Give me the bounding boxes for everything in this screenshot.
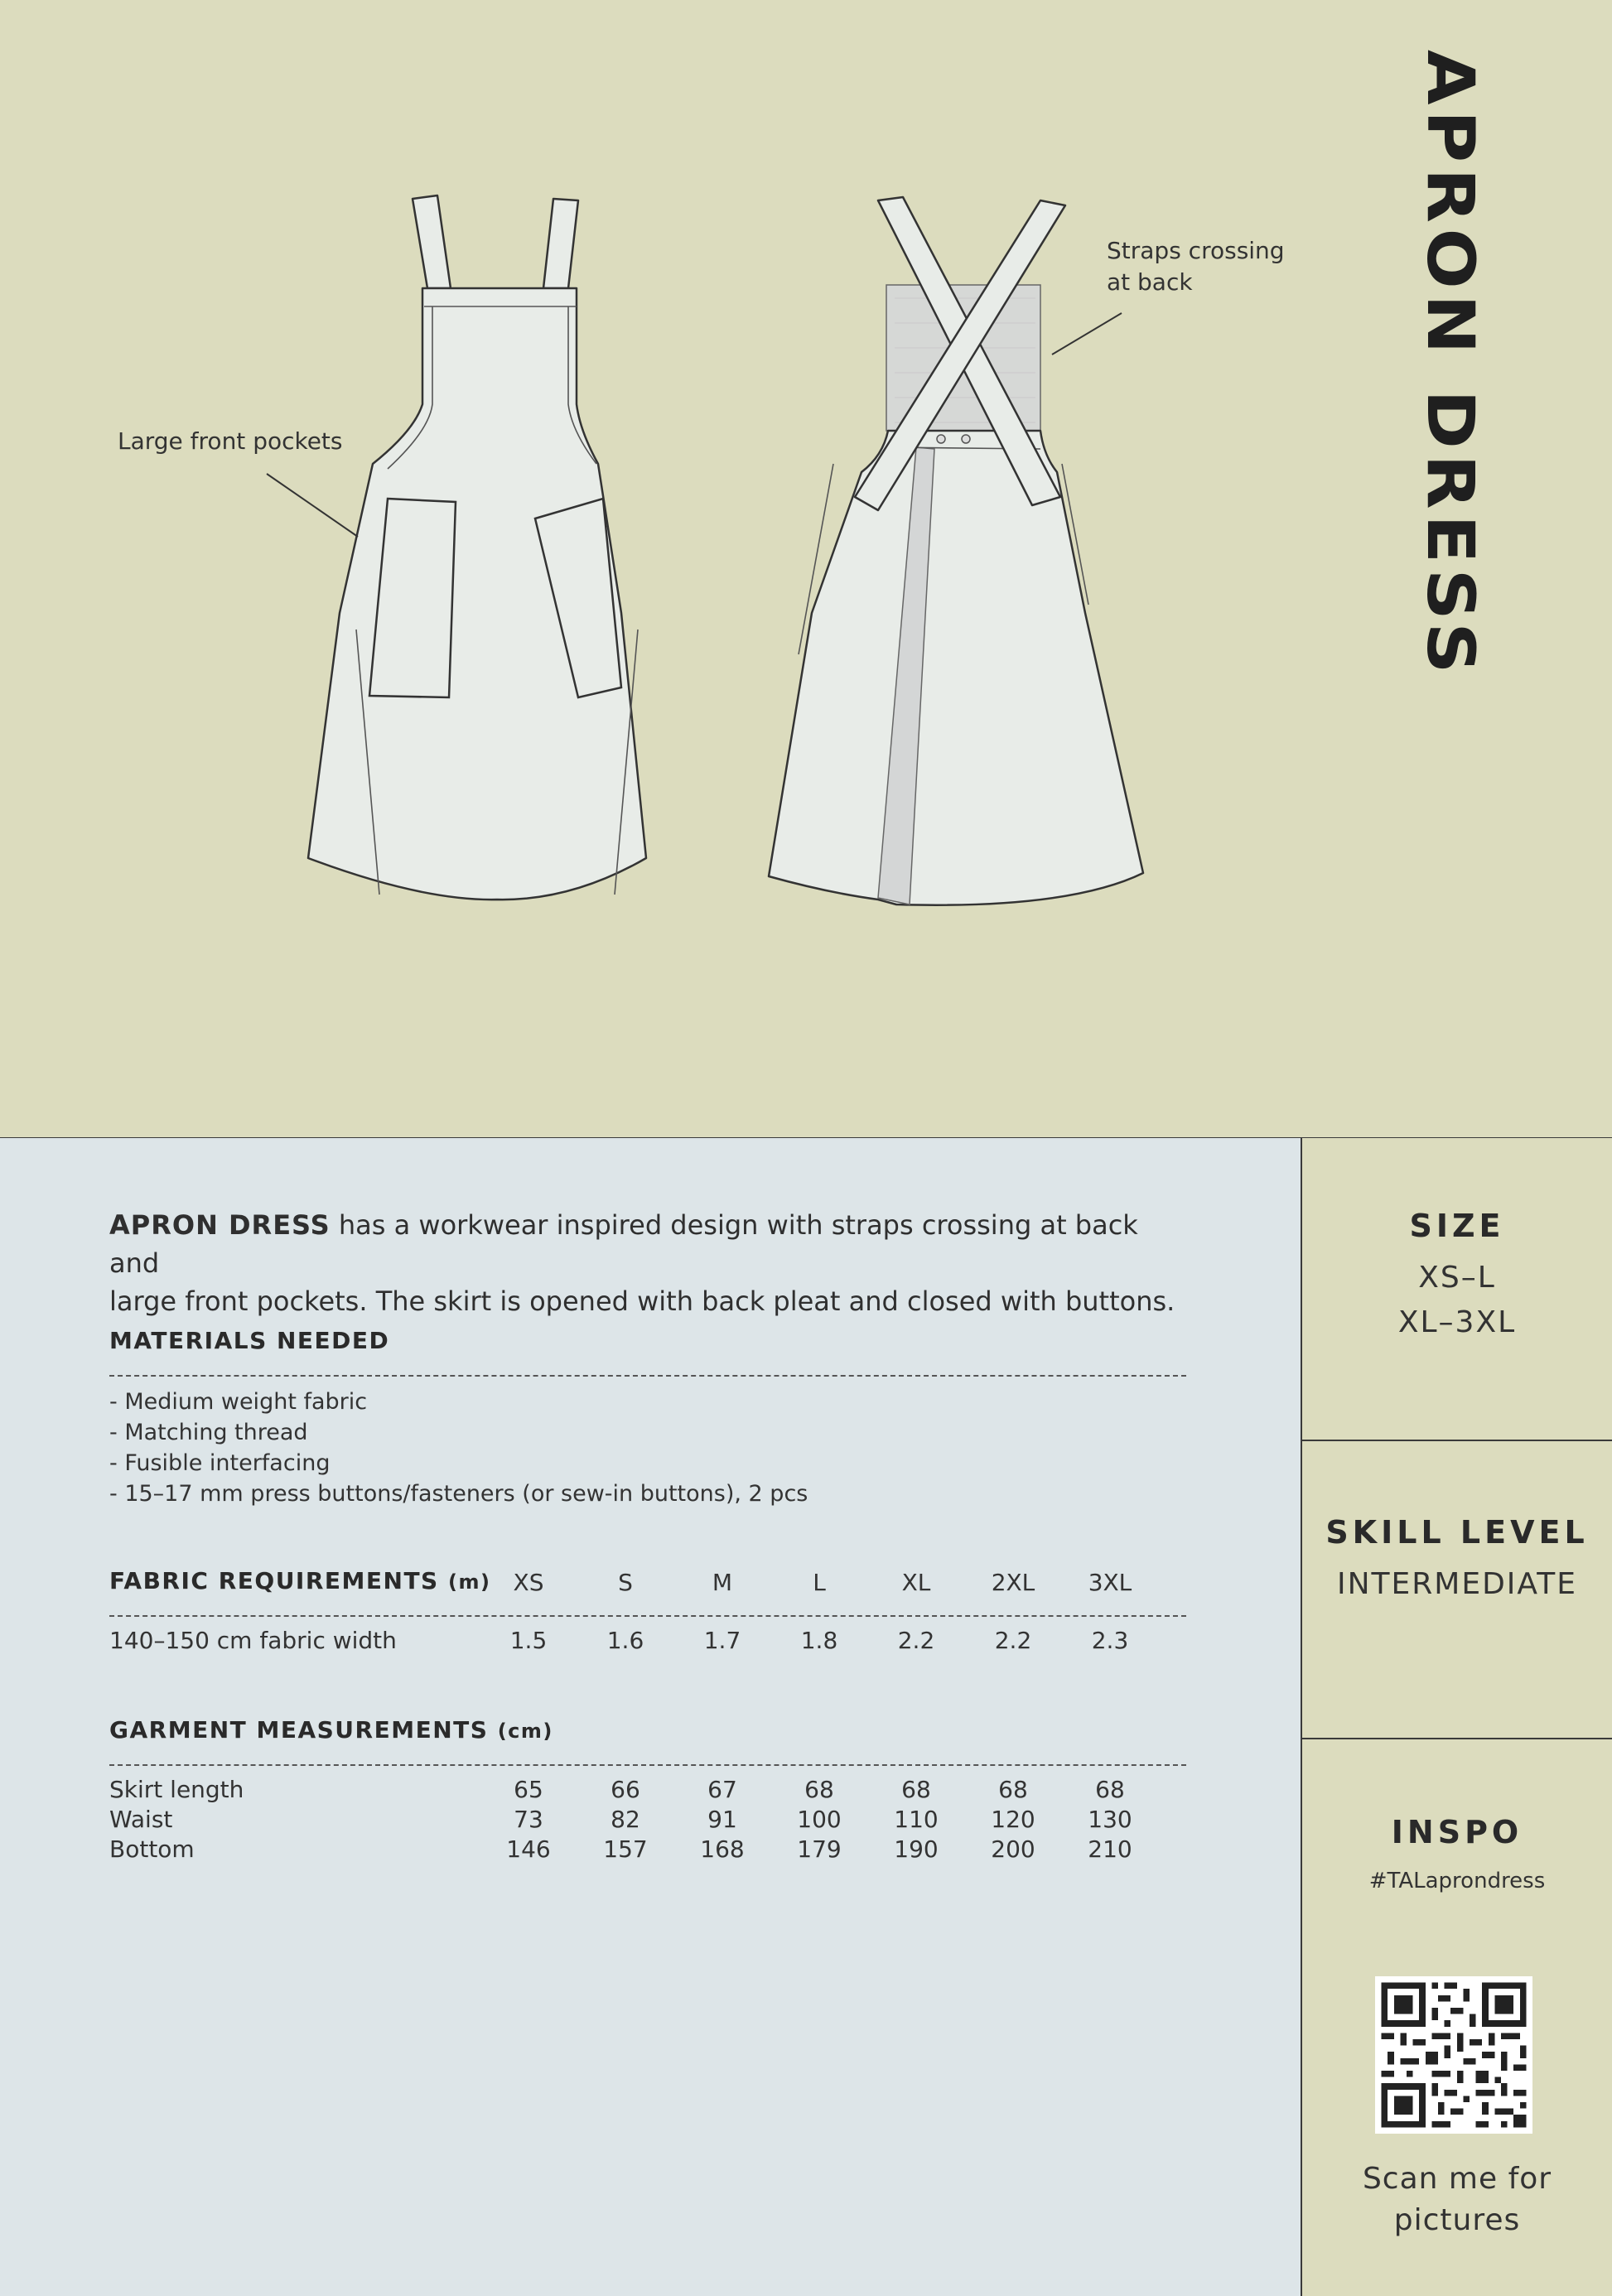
fabric-row-label: 140–150 cm fabric width [109,1627,397,1654]
fabric-value: 1.8 [800,1627,838,1654]
sidebar-divider [1301,1738,1612,1739]
vertical-title-text: APRON DRESS [1413,50,1487,621]
fabric-heading [109,1567,490,1594]
garment-value: 110 [894,1806,939,1833]
garment-value: 190 [894,1835,939,1863]
straps-note-line2: at back [1107,268,1193,296]
garment-value: 68 [901,1776,931,1803]
skill-block [1302,1514,1612,1607]
size-col-l: L [813,1569,826,1596]
materials-heading: MATERIALS NEEDED [109,1327,390,1354]
fabric-heading-unit: (m) [447,1570,491,1594]
garment-value: 66 [611,1776,640,1803]
garment-row-label: Waist [109,1806,173,1833]
size-col-m: M [712,1569,733,1596]
intro-line1: has a workwear inspired design with straps crossing at back and [109,1209,1138,1279]
fabric-value: 2.3 [1091,1627,1129,1654]
fabric-value: 1.6 [606,1627,644,1654]
garment-row-label: Bottom [109,1835,195,1863]
size-col-s: S [618,1569,633,1596]
garment-value: 200 [991,1835,1035,1863]
material-item: - Matching thread [109,1420,308,1445]
materials-list [109,1387,808,1509]
skill-heading: SKILL LEVEL [1325,1514,1589,1551]
garment-heading-unit: (cm) [497,1720,553,1743]
scan-line2: pictures [1393,2203,1521,2237]
garment-value: 65 [514,1776,543,1803]
size-col-2xl: 2XL [991,1569,1035,1596]
illustration-panel [0,0,1612,1138]
fabric-divider [109,1615,1186,1617]
garment-divider [109,1764,1186,1766]
material-item: - 15–17 mm press buttons/fasteners (or sew-in buttons), 2 pcs [109,1481,808,1507]
inspo-block [1302,1814,1612,1893]
straps-note [1107,235,1285,298]
garment-value: 68 [804,1776,834,1803]
garment-heading [109,1716,553,1744]
skill-value: INTERMEDIATE [1336,1567,1577,1601]
straps-note-line1: Straps crossing [1107,237,1285,264]
intro-line2: large front pockets. The skirt is opened with back pleat and closed with buttons. [109,1285,1175,1317]
garment-value: 179 [797,1835,842,1863]
garment-value: 210 [1088,1835,1132,1863]
garment-value: 91 [707,1806,737,1833]
fabric-heading-text: FABRIC REQUIREMENTS [109,1567,439,1594]
garment-value: 168 [700,1835,745,1863]
vertical-title [1413,50,1493,696]
garment-heading-text: GARMENT MEASUREMENTS [109,1716,489,1744]
materials-divider [109,1375,1186,1377]
fabric-value: 1.5 [509,1627,548,1654]
garment-value: 73 [514,1806,543,1833]
size-heading: SIZE [1409,1208,1505,1244]
garment-value: 68 [1095,1776,1125,1803]
size-block [1302,1208,1612,1345]
intro-paragraph [109,1206,1186,1320]
size-col-xs: XS [513,1569,544,1596]
material-item: - Fusible interfacing [109,1450,331,1476]
garment-row-label: Skirt length [109,1776,244,1803]
size-range-1: XS–L [1418,1261,1496,1295]
callout-lines [0,0,1612,1138]
inspo-heading: INSPO [1391,1814,1523,1850]
garment-value: 146 [506,1835,551,1863]
garment-value: 67 [707,1776,737,1803]
sidebar-divider [1301,1440,1612,1441]
garment-value: 82 [611,1806,640,1833]
garment-value: 68 [998,1776,1028,1803]
fabric-value: 2.2 [994,1627,1032,1654]
garment-value: 120 [991,1806,1035,1833]
garment-value: 130 [1088,1806,1132,1833]
size-col-xl: XL [901,1569,931,1596]
garment-value: 100 [797,1806,842,1833]
material-item: - Medium weight fabric [109,1389,368,1415]
qr-code-icon[interactable] [1375,1976,1532,2134]
scan-caption [1302,2159,1612,2241]
intro-product-name: APRON DRESS [109,1209,331,1241]
inspo-hashtag[interactable]: #TALaprondress [1368,1869,1546,1893]
scan-line1: Scan me for [1362,2162,1552,2196]
garment-value: 157 [603,1835,648,1863]
size-range-2: XL–3XL [1397,1305,1517,1339]
fabric-value: 2.2 [897,1627,935,1654]
fabric-value: 1.7 [703,1627,741,1654]
front-pockets-note: Large front pockets [118,427,343,455]
size-col-3xl: 3XL [1088,1569,1132,1596]
